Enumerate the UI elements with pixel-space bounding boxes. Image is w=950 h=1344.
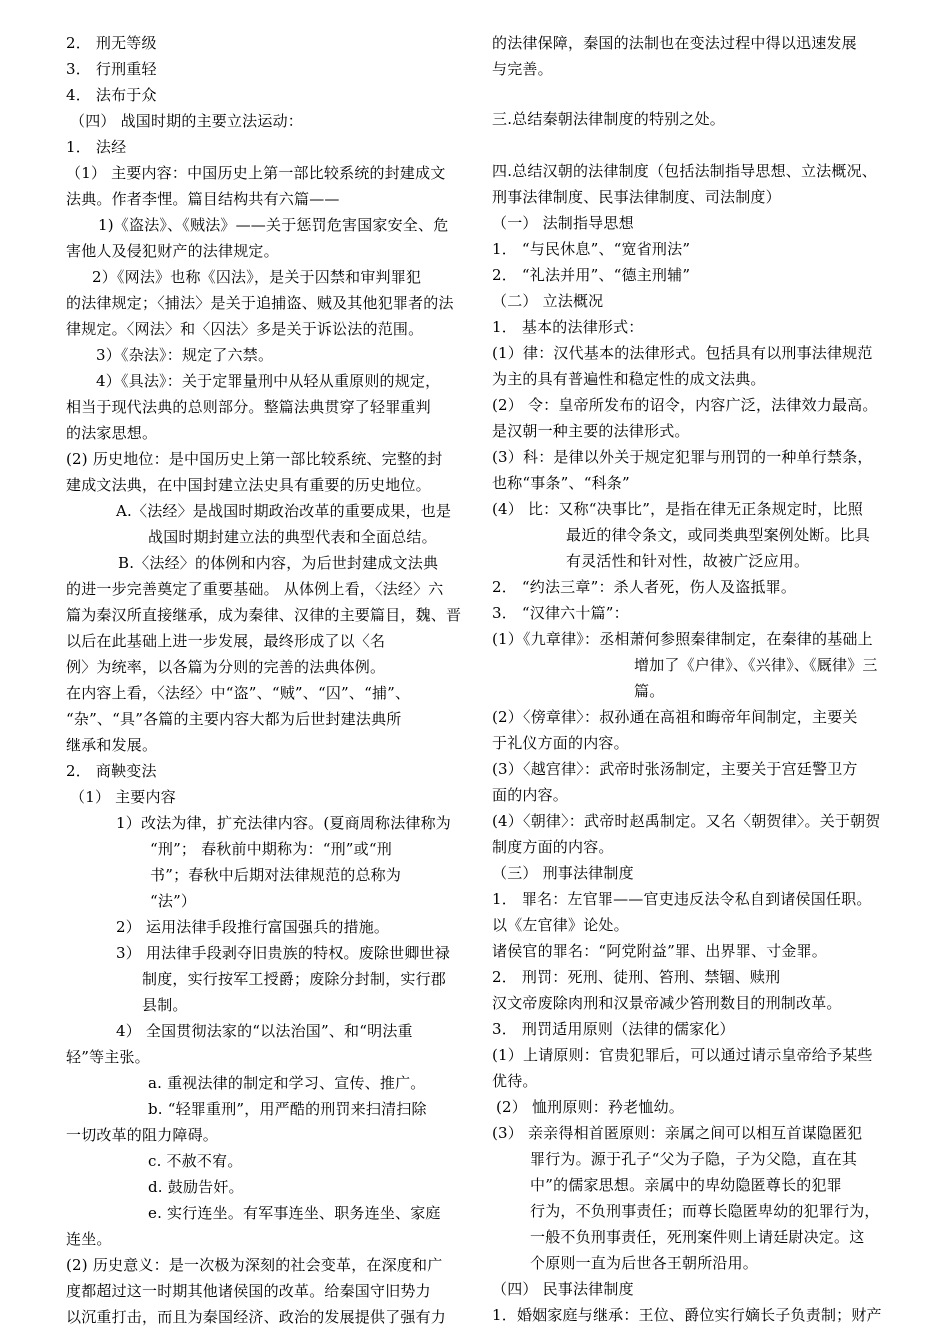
right-column-line: 中”的儒家思想。亲属中的卑幼隐匿尊长的犯罪 — [530, 1176, 842, 1194]
right-column-line: 行为，不负刑事责任；而尊长隐匿卑幼的犯罪行为， — [530, 1202, 880, 1220]
right-column-line: 制度方面的内容。 — [492, 838, 614, 856]
right-column-line: (1）律：汉代基本的法律形式。包括具有以刑事法律规范 — [492, 344, 873, 362]
left-column-line: 2）《网法》也称《囚法》，是关于囚禁和审判罪犯 — [92, 268, 422, 286]
left-column-line: (2) 历史地位：是中国历史上第一部比较系统、完整的封 — [66, 450, 443, 468]
right-column-line: （一） 法制指导思想 — [492, 214, 634, 232]
right-column-line: 2． “礼法并用”、“德主刑辅” — [492, 266, 691, 284]
left-column-line: 3）《杂法》：规定了六禁。 — [96, 346, 274, 364]
right-column-line: (3）科：是律以外关于规定犯罪与刑罚的一种单行禁条， — [492, 448, 873, 466]
left-column-line: （1） 主要内容 — [70, 788, 176, 806]
right-column-line: 以《左官律》论处。 — [492, 916, 629, 934]
right-column-line: (2） 令：皇帝所发布的诏令，内容广泛，法律效力最高。 — [492, 396, 878, 414]
right-column-line: （四） 民事法律制度 — [492, 1280, 634, 1298]
right-column-line: 于礼仪方面的内容。 — [492, 734, 629, 752]
left-column-line: 战国时期封建立法的典型代表和全面总结。 — [148, 528, 437, 546]
left-column-line: 2） 运用法律手段推行富国强兵的措施。 — [116, 918, 390, 936]
right-column-line: （二） 立法概况 — [492, 292, 604, 310]
right-column-line: (3） 亲亲得相首匿原则：亲属之间可以相互首谋隐匿犯 — [492, 1124, 863, 1142]
right-column-line: 1． 罪名：左官罪——官吏违反法令私自到诸侯国任职。 — [492, 890, 872, 908]
right-column-line: 刑事法律制度、民事法律制度、司法制度） — [492, 188, 781, 206]
left-column-line: 制度，实行按军工授爵；废除分封制，实行郡 — [142, 970, 447, 988]
right-column-line: (1）上请原则：官贵犯罪后，可以通过请示皇帝给予某些 — [492, 1046, 873, 1064]
left-column-line: 以沉重打击，而且为秦国经济、政治的发展提供了强有力 — [66, 1308, 447, 1326]
right-column-line: (3）〈越宫律〉：武帝时张汤制定，主要关于宫廷警卫方 — [492, 760, 858, 778]
left-column-line: 1)《盗法》、《贼法》——关于惩罚危害国家安全、危 — [98, 216, 449, 234]
left-column-line: 一切改革的阻力障碍。 — [66, 1126, 219, 1144]
right-column-line: 的法律保障，秦国的法制也在变法过程中得以迅速发展 — [492, 34, 857, 52]
left-column-line: 书”；春秋中后期对法律规范的总称为 — [150, 866, 402, 884]
left-column-line: “法”） — [150, 892, 197, 910]
left-column-line: 例〉为统率，以各篇为分则的完善的法典体例。 — [66, 658, 386, 676]
left-column-line: 的法家思想。 — [66, 424, 158, 442]
right-column-line: 3． 刑罚适用原则（法律的儒家化） — [492, 1020, 735, 1038]
right-column-line: 3． “汉律六十篇”： — [492, 604, 629, 622]
left-column-line: a. 重视法律的制定和学习、宣传、推广。 — [148, 1074, 426, 1092]
left-column-line: 篇为秦汉所直接继承，成为秦律、汉律的主要篇目，魏、晋 — [66, 606, 462, 624]
right-column-line: 优待。 — [492, 1072, 538, 1090]
right-column-line: 增加了《户律》、《兴律》、《厩律》三 — [634, 656, 878, 674]
right-column-line: 三.总结秦朝法律制度的特别之处。 — [492, 110, 725, 128]
left-column-line: 1． 法经 — [66, 138, 127, 156]
left-column-line: 4）《具法》：关于定罪量刑中从轻从重原则的规定， — [96, 372, 441, 390]
right-column-line: (2） 恤刑原则：矜老恤幼。 — [496, 1098, 684, 1116]
left-column-line: 县制。 — [142, 996, 188, 1014]
right-column-line: (4）〈朝律〉：武帝时赵禹制定。又名〈朝贺律〉。关于朝贺 — [492, 812, 881, 830]
left-column-line: 2． 商鞅变法 — [66, 762, 157, 780]
right-column-line: 个原则一直为后世各王朝所沿用。 — [530, 1254, 759, 1272]
right-column-line: (1）《九章律》：丞相萧何参照秦律制定，在秦律的基础上 — [492, 630, 873, 648]
left-column-line: A.〈法经〉是战国时期政治改革的重要成果，也是 — [116, 502, 452, 520]
left-column-line: 继承和发展。 — [66, 736, 158, 754]
right-column-line: 1．婚姻家庭与继承：王位、爵位实行嫡长子负责制；财产 — [492, 1306, 882, 1324]
left-column-line: d. 鼓励告奸。 — [148, 1178, 244, 1196]
right-column-line: 面的内容。 — [492, 786, 569, 804]
right-column-line: （三） 刑事法律制度 — [492, 864, 634, 882]
right-column-line: (4） 比：又称“决事比”，是指在律无正条规定时，比照 — [492, 500, 863, 518]
left-column-line: 3） 用法律手段剥夺旧贵族的特权。废除世卿世禄 — [116, 944, 450, 962]
left-column-line: b. “轻罪重刑”，用严酷的刑罚来扫清扫除 — [148, 1100, 427, 1118]
left-column-line: （1） 主要内容：中国历史上第一部比较系统的封建成文 — [66, 164, 446, 182]
left-column-line: （四） 战国时期的主要立法运动： — [70, 112, 303, 130]
left-column-line: 4． 法布于众 — [66, 86, 157, 104]
right-column-line: (2）〈傍章律〉：叔孙通在高祖和晦帝年间制定，主要关 — [492, 708, 858, 726]
left-column-line: 害他人及侵犯财产的法律规定。 — [66, 242, 279, 260]
left-column-line: (2) 历史意义：是一次极为深刻的社会变革，在深度和广 — [66, 1256, 443, 1274]
right-column-line: 篇。 — [634, 682, 665, 700]
left-column-line: c. 不赦不宥。 — [148, 1152, 243, 1170]
left-column-line: 轻”等主张。 — [66, 1048, 150, 1066]
left-column-line: 以后在此基础上进一步发展，最终形成了以〈名 — [66, 632, 386, 650]
left-column-line: 3． 行刑重轻 — [66, 60, 157, 78]
left-column-line: 建成文法典，在中国封建立法史具有重要的历史地位。 — [66, 476, 431, 494]
right-column-line: 罪行为。源于孔子“父为子隐，子为父隐，直在其 — [530, 1150, 858, 1168]
left-column-line: B.〈法经〉的体例和内容，为后世封建成文法典 — [118, 554, 439, 572]
left-column-line: 4） 全国贯彻法家的“以法治国”、和“明法重 — [116, 1022, 413, 1040]
right-column-line: 是汉朝一种主要的法律形式。 — [492, 422, 690, 440]
left-column-line: e. 实行连坐。有军事连坐、职务连坐、家庭 — [148, 1204, 441, 1222]
right-column-line: 有灵活性和针对性，故被广泛应用。 — [566, 552, 810, 570]
left-column-line: 的进一步完善奠定了重要基础。 从体例上看，〈法经〉六 — [66, 580, 444, 598]
left-column-line: 1）改法为律，扩充法律内容。(夏商周称法律称为 — [116, 814, 451, 832]
left-column-line: 律规定。〈网法〉和〈囚法〉多是关于诉讼法的范围。 — [66, 320, 424, 338]
left-column-line: 度都超过这一时期其他诸侯国的改革。给秦国守旧势力 — [66, 1282, 431, 1300]
right-column-line: 2． 刑罚：死刑、徒刑、笞刑、禁锢、赎刑 — [492, 968, 781, 986]
right-column-line: 为主的具有普遍性和稳定性的成文法典。 — [492, 370, 766, 388]
right-column-line: 也称“事条”、“科条” — [492, 474, 630, 492]
right-column-line: 与完善。 — [492, 60, 553, 78]
left-column-line: 相当于现代法典的总则部分。整篇法典贯穿了轻罪重判 — [66, 398, 431, 416]
left-column-line: 法典。作者李悝。篇目结构共有六篇—— — [66, 190, 340, 208]
left-column-line: 2． 刑无等级 — [66, 34, 157, 52]
right-column-line: 1． 基本的法律形式： — [492, 318, 644, 336]
right-column-line: 最近的律令条文，或同类典型案例处断。比具 — [566, 526, 871, 544]
right-column-line: 2． “约法三章”：杀人者死，伤人及盗抵罪。 — [492, 578, 797, 596]
right-column-line: 一般不负刑事责任，死刑案件则上请廷尉决定。这 — [530, 1228, 865, 1246]
left-column-line: “杂”、“具”各篇的主要内容大都为后世封建法典所 — [66, 710, 402, 728]
left-column-line: 的法律规定；〈捕法〉是关于追捕盗、贼及其他犯罪者的法 — [66, 294, 454, 312]
right-column-line: 汉文帝废除肉刑和汉景帝减少笞刑数目的刑制改革。 — [492, 994, 842, 1012]
left-column-line: 连坐。 — [66, 1230, 112, 1248]
left-column-line: “刑”； 春秋前中期称为：“刑”或“刑 — [150, 840, 392, 858]
left-column-line: 在内容上看，〈法经〉中“盗”、“贼”、“囚”、“捕”、 — [66, 684, 411, 702]
right-column-line: 诸侯官的罪名：“阿党附益”罪、出界罪、寸金罪。 — [492, 942, 827, 960]
right-column-line: 四.总结汉朝的法律制度（包括法制指导思想、立法概况、 — [492, 162, 877, 180]
right-column-line: 1． “与民休息”、“宽省刑法” — [492, 240, 691, 258]
